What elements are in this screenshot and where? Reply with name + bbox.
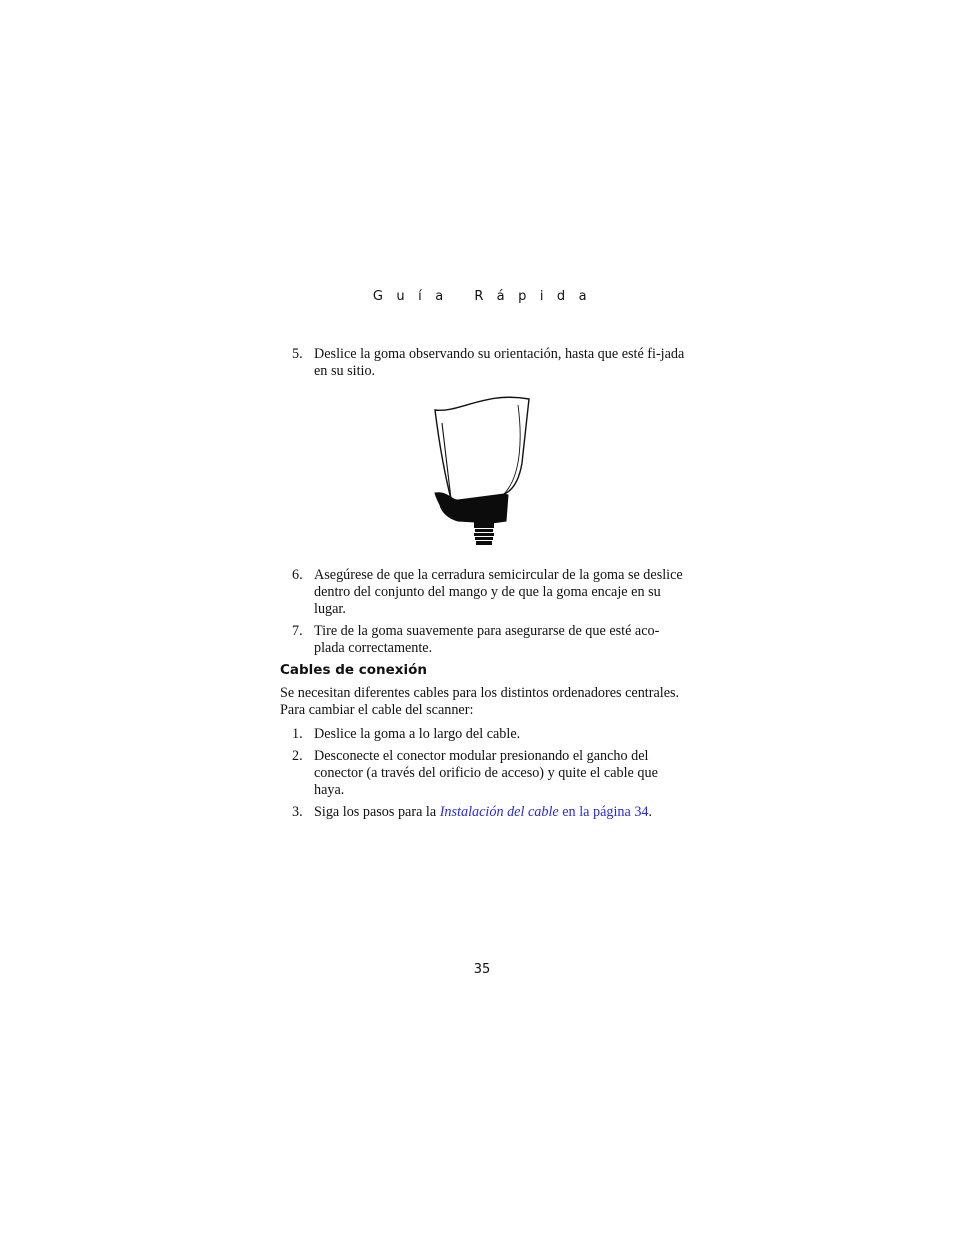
step-text-before: Siga los pasos para la — [314, 804, 440, 820]
step-text: Deslice la goma observando su orientación, hasta que esté fi-jada en su sitio. — [314, 346, 685, 379]
step-text — [314, 804, 687, 821]
connector-neck — [474, 513, 494, 525]
list-item-step-6 — [292, 567, 687, 618]
list-item-step-7 — [292, 623, 687, 657]
step-number: 1. — [292, 726, 303, 742]
cross-reference-link-title[interactable]: Instalación del cable — [439, 804, 559, 820]
step-number: 6. — [292, 567, 303, 583]
step-text-after: . — [648, 804, 653, 820]
step-number: 5. — [292, 346, 303, 362]
step-text: Tire de la goma suavemente para asegurarse de que esté aco-plada correctamente. — [314, 623, 660, 656]
step-text: Deslice la goma a lo largo del cable. — [314, 726, 521, 742]
page-number: 35 — [473, 962, 491, 977]
scanner-handle-rubber-boot-illustration — [430, 395, 534, 549]
list-item-step-2 — [292, 748, 687, 799]
section-intro: Se necesitan diferentes cables para los distintos ordenadores centrales. Para cambiar el cable del scanner: — [280, 685, 680, 718]
step-number: 3. — [292, 804, 303, 820]
step-number: 7. — [292, 623, 303, 639]
step-text: Desconecte el conector modular presionando el gancho del conector (a través del orificio de acceso) y quite el cable que haya. — [314, 748, 658, 798]
list-item-step-5 — [292, 346, 687, 380]
running-head: Guía Rápida — [372, 289, 601, 304]
threaded-connector — [474, 525, 494, 545]
list-item-step-1 — [292, 726, 687, 743]
step-number: 2. — [292, 748, 303, 764]
list-item-step-3 — [292, 804, 687, 821]
section-heading: Cables de conexión — [280, 662, 427, 678]
cross-reference-link-page[interactable]: en la página 34 — [558, 804, 649, 820]
step-text: Asegúrese de que la cerradura semicircular de la goma se deslice dentro del conjunto del mango y de que la goma encaje en su lugar. — [314, 567, 683, 617]
